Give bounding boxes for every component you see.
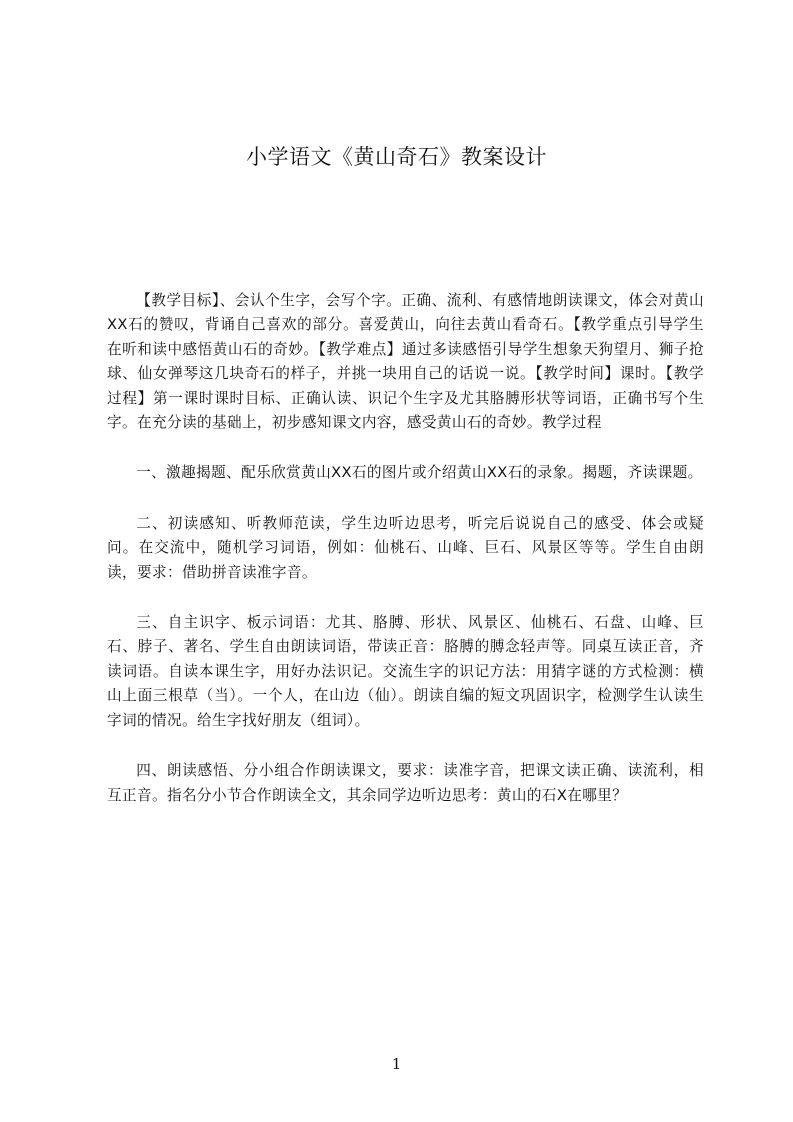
document-body <box>107 289 704 834</box>
page-number: 1 <box>391 1055 402 1073</box>
document-title: 小学语文《黄山奇石》教案设计 <box>246 145 547 169</box>
paragraph-step-2: 二、初读感知、听教师范读，学生边听边思考，听完后说说自己的感受、体会或疑问。在交流中，随机学习词语，例如：仙桃石、山峰、巨石、风景区等等。学生自由朗读，要求：借助拼音读准字音。 <box>107 514 704 581</box>
paragraph-objectives: 【教学目标】、会认个生字，会写个字。正确、流利、有感情地朗读课文，体会对黄山XX石的赞叹，背诵自己喜欢的部分。喜爱黄山，向往去黄山看奇石。【教学重点引导学生在听和读中感悟黄山石的奇妙。【教学难点】通过多读感悟引导学生想象天狗望月、狮子抢球、仙女弹琴这几块奇石的样子，并挑一块用自己的话说一说。【教学时间】课时。【教学过程】第一课时课时目标、正确认读、识记个生字及尤其胳膊形状等词语，正确书写个生字。在充分读的基础上，初步感知课文内容，感受黄山石的奇妙。教学过程 <box>107 292 704 432</box>
paragraph-step-1: 一、激趣揭题、配乐欣赏黄山XX石的图片或介绍黄山XX石的录象。揭题，齐读课题。 <box>136 464 703 482</box>
paragraph-step-3: 三、自主识字、板示词语：尤其、胳膊、形状、风景区、仙桃石、石盘、山峰、巨石、脖子、著名、学生自由朗读词语，带读正音：胳膊的膊念轻声等。同桌互读正音，齐读词语。自读本课生字，用好办法识记。交流生字的识记方法：用猜字谜的方式检测：横山上面三根草（当）。一个人，在山边（仙）。朗读自编的短文巩固识字，检测学生认读生字词的情况。给生字找好朋友（组词）。 <box>107 614 704 729</box>
paragraph-step-4: 四、朗读感悟、分小组合作朗读课文，要求：读准字音，把课文读正确、读流利，相互正音。指名分小节合作朗读全文，其余同学边听边思考：黄山的石X在哪里？ <box>107 762 704 804</box>
